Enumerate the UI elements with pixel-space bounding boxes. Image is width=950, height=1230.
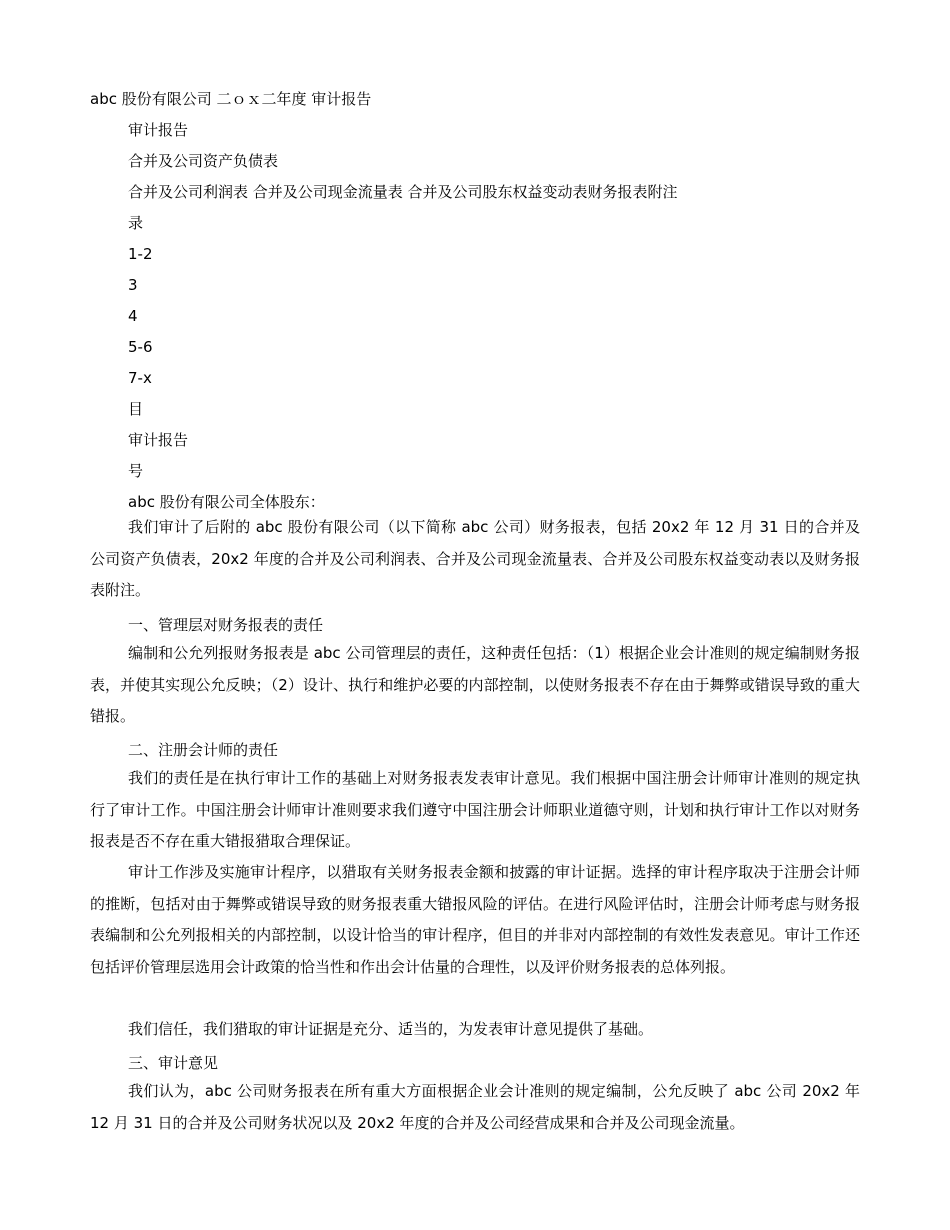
contents-item-balance-sheet: 合并及公司资产负债表 (128, 152, 279, 170)
section-body-management-responsibility: 编制和公允列报财务报表是 abc 公司管理层的责任，这种责任包括：（1）根据企业会计准则的规定编制财务报表，并使其实现公允反映；（2）设计、执行和维护必要的内部控制，以使财务报表不存在由于舞弊或错误导致的重大错报。 (90, 644, 860, 725)
contents-item-audit-report: 审计报告 (128, 121, 189, 139)
report-title: 审计报告 (128, 431, 189, 449)
contents-heading-char-mu: 目 (128, 400, 144, 418)
section-body-auditor-responsibility-1: 我们的责任是在执行审计工作的基础上对财务报表发表审计意见。我们根据中国注册会计师审计准则的规定执行了审计工作。中国注册会计师审计准则要求我们遵守中国注册会计师职业道德守则，计划和执行审计工作以对财务报表是否不存在重大错报猎取合理保证。 (90, 769, 860, 850)
report-number-label: 号 (128, 462, 144, 480)
section-body-audit-opinion: 我们认为，abc 公司财务报表在所有重大方面根据企业会计准则的规定编制，公允反映了 abc 公司 20x2 年 12 月 31 日的合并及公司财务状况以及 20x2 年度的合并及公司经营成果和合并及公司现金流量。 (90, 1082, 860, 1132)
section-heading-auditor-responsibility: 二、注册会计师的责任 (128, 741, 279, 759)
report-addressee: abc 股份有限公司全体股东： (128, 493, 325, 511)
report-intro-paragraph: 我们审计了后附的 abc 股份有限公司（以下简称 abc 公司）财务报表，包括 20x2 年 12 月 31 日的合并及公司资产负债表，20x2 年度的合并及公司利润表、合并及公司现金流量表、合并及公司股东权益变动表以及财务报表附注。 (90, 518, 860, 599)
section-heading-audit-opinion: 三、审计意见 (128, 1054, 219, 1072)
contents-page-number: 7-x (128, 369, 152, 387)
contents-page-number: 4 (128, 307, 138, 325)
contents-item-statements: 合并及公司利润表 合并及公司现金流量表 合并及公司股东权益变动表财务报表附注 (128, 183, 678, 201)
section-body-auditor-responsibility-2: 审计工作涉及实施审计程序，以猎取有关财务报表金额和披露的审计证据。选择的审计程序取决于注册会计师的推断，包括对由于舞弊或错误导致的财务报表重大错报风险的评估。在进行风险评估时，注册会计师考虑与财务报表编制和公允列报相关的内部控制，以设计恰当的审计程序，但目的并非对内部控制的有效性发表意见。审计工作还包括评价管理层选用会计政策的恰当性和作出会计估量的合理性，以及评价财务报表的总体列报。 (90, 863, 860, 976)
contents-page-number: 1-2 (128, 245, 153, 263)
contents-page-number: 5-6 (128, 338, 153, 356)
contents-heading-char-lu: 录 (128, 214, 144, 232)
document-header: abc 股份有限公司 二ｏｘ二年度 审计报告 (90, 90, 372, 108)
section-body-auditor-responsibility-3: 我们信任，我们猎取的审计证据是充分、适当的，为发表审计意见提供了基础。 (128, 1020, 654, 1038)
section-heading-management-responsibility: 一、管理层对财务报表的责任 (128, 616, 324, 634)
contents-page-number: 3 (128, 276, 138, 294)
